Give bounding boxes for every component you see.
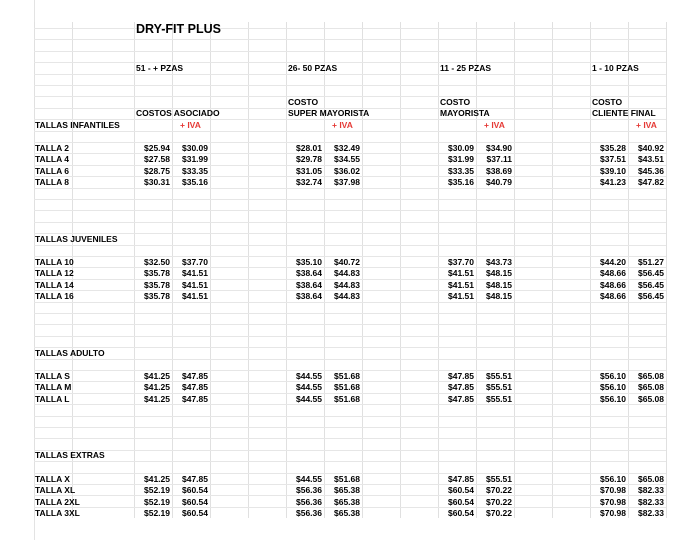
price-cell: $41.51 (448, 268, 474, 278)
price-cell: $44.83 (334, 291, 360, 301)
size-label: TALLA 2XL (35, 497, 80, 507)
price-cell: $56.10 (600, 474, 626, 484)
grid-row-line (34, 210, 666, 211)
price-cell: $82.33 (638, 508, 664, 518)
grid-column-line (666, 22, 667, 518)
size-label: TALLA 2 (35, 143, 69, 153)
grid-row-line (34, 359, 666, 360)
price-cell: $35.78 (144, 268, 170, 278)
grid-row-line (34, 96, 666, 97)
price-cell: $65.38 (334, 508, 360, 518)
grid-row-line (34, 313, 666, 314)
tier-cost-label: COSTO (592, 97, 623, 107)
grid-row-line (34, 427, 666, 428)
price-cell: $37.11 (486, 154, 512, 164)
grid-row-line (34, 336, 666, 337)
price-cell: $30.09 (448, 143, 474, 153)
price-cell: $38.69 (486, 166, 512, 176)
iva-label: + IVA (332, 120, 353, 130)
price-cell: $35.10 (296, 257, 322, 267)
price-cell: $37.70 (182, 257, 208, 267)
price-cell: $43.73 (486, 257, 512, 267)
price-cell: $70.98 (600, 508, 626, 518)
price-cell: $35.16 (448, 177, 474, 187)
grid-row-line (34, 28, 666, 29)
price-cell: $47.82 (638, 177, 664, 187)
price-cell: $29.78 (296, 154, 322, 164)
price-cell: $47.85 (182, 371, 208, 381)
price-cell: $51.68 (334, 474, 360, 484)
price-cell: $41.25 (144, 382, 170, 392)
price-cell: $41.23 (600, 177, 626, 187)
price-cell: $40.92 (638, 143, 664, 153)
price-cell: $52.19 (144, 485, 170, 495)
tier-quantity-label: 51 - + PZAS (136, 63, 184, 73)
price-cell: $47.85 (182, 382, 208, 392)
price-cell: $60.54 (182, 485, 208, 495)
price-cell: $36.02 (334, 166, 360, 176)
price-cell: $60.54 (182, 508, 208, 518)
price-cell: $47.85 (448, 382, 474, 392)
size-label: TALLA 10 (35, 257, 74, 267)
tier-cost-name: CLIENTE FINAL (592, 108, 656, 118)
price-cell: $34.90 (486, 143, 512, 153)
size-label: TALLA 16 (35, 291, 74, 301)
price-cell: $56.36 (296, 497, 322, 507)
size-label: TALLA L (35, 394, 70, 404)
price-cell: $55.51 (486, 474, 512, 484)
price-cell: $44.83 (334, 280, 360, 290)
price-cell: $60.54 (448, 497, 474, 507)
price-cell: $65.08 (638, 394, 664, 404)
price-cell: $41.25 (144, 474, 170, 484)
grid-row-line (34, 438, 666, 439)
size-label: TALLA 6 (35, 166, 69, 176)
price-cell: $44.55 (296, 382, 322, 392)
price-cell: $31.99 (182, 154, 208, 164)
sheet-title: DRY-FIT PLUS (136, 22, 221, 36)
price-cell: $38.64 (296, 280, 322, 290)
price-cell: $51.27 (638, 257, 664, 267)
grid-row-line (34, 416, 666, 417)
price-cell: $41.25 (144, 371, 170, 381)
price-cell: $47.85 (448, 474, 474, 484)
grid-row-line (34, 222, 666, 223)
grid-row-line (34, 461, 666, 462)
price-cell: $70.98 (600, 485, 626, 495)
price-cell: $55.51 (486, 371, 512, 381)
size-label: TALLA 8 (35, 177, 69, 187)
price-cell: $35.28 (600, 143, 626, 153)
price-cell: $43.51 (638, 154, 664, 164)
price-cell: $28.75 (144, 166, 170, 176)
price-cell: $70.22 (486, 497, 512, 507)
price-cell: $51.68 (334, 382, 360, 392)
price-cell: $65.38 (334, 485, 360, 495)
price-cell: $41.51 (182, 268, 208, 278)
price-cell: $44.55 (296, 474, 322, 484)
grid-row-line (34, 39, 666, 40)
tier-quantity-label: 1 - 10 PZAS (592, 63, 639, 73)
section-title: TALLAS EXTRAS (35, 450, 105, 460)
price-cell: $65.08 (638, 382, 664, 392)
size-label: TALLA M (35, 382, 72, 392)
size-label: TALLA XL (35, 485, 76, 495)
tier-cost-label: COSTO (288, 97, 319, 107)
grid-row-line (34, 188, 666, 189)
price-cell: $45.36 (638, 166, 664, 176)
price-cell: $39.10 (600, 166, 626, 176)
price-cell: $56.10 (600, 394, 626, 404)
size-label: TALLA S (35, 371, 70, 381)
price-cell: $37.70 (448, 257, 474, 267)
tier-cost-name: COSTOS ASOCIADO (136, 108, 220, 118)
price-cell: $38.64 (296, 291, 322, 301)
price-cell: $34.55 (334, 154, 360, 164)
grid-row-line (34, 51, 666, 52)
price-cell: $65.08 (638, 474, 664, 484)
size-label: TALLA X (35, 474, 70, 484)
price-cell: $56.10 (600, 371, 626, 381)
price-cell: $48.66 (600, 280, 626, 290)
price-cell: $41.51 (448, 280, 474, 290)
price-cell: $30.09 (182, 143, 208, 153)
iva-label: + IVA (180, 120, 201, 130)
size-label: TALLA 3XL (35, 508, 80, 518)
grid-row-line (34, 233, 666, 234)
price-cell: $48.15 (486, 268, 512, 278)
price-cell: $37.98 (334, 177, 360, 187)
price-cell: $55.51 (486, 394, 512, 404)
price-cell: $48.15 (486, 291, 512, 301)
price-cell: $70.98 (600, 497, 626, 507)
price-cell: $30.31 (144, 177, 170, 187)
price-cell: $44.55 (296, 371, 322, 381)
price-cell: $35.78 (144, 291, 170, 301)
tier-cost-name: SUPER MAYORISTA (288, 108, 370, 118)
grid-row-line (34, 199, 666, 200)
section-title: TALLAS INFANTILES (35, 120, 120, 130)
price-cell: $47.85 (182, 394, 208, 404)
price-cell: $44.55 (296, 394, 322, 404)
price-cell: $35.78 (144, 280, 170, 290)
price-cell: $27.58 (144, 154, 170, 164)
size-label: TALLA 14 (35, 280, 74, 290)
price-cell: $47.85 (182, 474, 208, 484)
tier-cost-name: MAYORISTA (440, 108, 490, 118)
price-cell: $41.51 (448, 291, 474, 301)
price-cell: $47.85 (448, 394, 474, 404)
price-cell: $25.94 (144, 143, 170, 153)
price-cell: $31.05 (296, 166, 322, 176)
price-cell: $41.51 (182, 291, 208, 301)
price-cell: $56.45 (638, 291, 664, 301)
price-cell: $52.19 (144, 497, 170, 507)
price-cell: $55.51 (486, 382, 512, 392)
price-cell: $51.68 (334, 371, 360, 381)
price-cell: $70.22 (486, 485, 512, 495)
section-title: TALLAS JUVENILES (35, 234, 118, 244)
tier-quantity-label: 11 - 25 PZAS (440, 63, 492, 73)
price-cell: $56.45 (638, 268, 664, 278)
grid-row-line (34, 347, 666, 348)
grid-row-line (34, 131, 666, 132)
price-cell: $44.20 (600, 257, 626, 267)
grid-row-line (34, 302, 666, 303)
grid-row-line (34, 324, 666, 325)
iva-label: + IVA (636, 120, 657, 130)
grid-row-line (34, 62, 666, 63)
price-cell: $32.49 (334, 143, 360, 153)
price-cell: $37.51 (600, 154, 626, 164)
price-cell: $56.36 (296, 485, 322, 495)
price-cell: $51.68 (334, 394, 360, 404)
price-cell: $41.25 (144, 394, 170, 404)
grid-row-line (34, 85, 666, 86)
price-cell: $82.33 (638, 497, 664, 507)
price-cell: $41.51 (182, 280, 208, 290)
price-cell: $33.35 (182, 166, 208, 176)
iva-label: + IVA (484, 120, 505, 130)
tier-quantity-label: 26- 50 PZAS (288, 63, 338, 73)
price-cell: $47.85 (448, 371, 474, 381)
price-cell: $48.66 (600, 291, 626, 301)
price-cell: $31.99 (448, 154, 474, 164)
price-cell: $40.72 (334, 257, 360, 267)
section-title: TALLAS ADULTO (35, 348, 105, 358)
price-cell: $60.54 (182, 497, 208, 507)
price-cell: $48.66 (600, 268, 626, 278)
price-cell: $48.15 (486, 280, 512, 290)
price-cell: $82.33 (638, 485, 664, 495)
price-cell: $44.83 (334, 268, 360, 278)
grid-row-line (34, 245, 666, 246)
size-label: TALLA 4 (35, 154, 69, 164)
grid-row-line (34, 74, 666, 75)
price-cell: $33.35 (448, 166, 474, 176)
price-cell: $56.10 (600, 382, 626, 392)
price-cell: $56.45 (638, 280, 664, 290)
price-cell: $65.08 (638, 371, 664, 381)
price-cell: $60.54 (448, 485, 474, 495)
price-cell: $28.01 (296, 143, 322, 153)
price-cell: $38.64 (296, 268, 322, 278)
price-cell: $56.36 (296, 508, 322, 518)
tier-cost-label: COSTO (440, 97, 471, 107)
price-cell: $35.16 (182, 177, 208, 187)
price-cell: $60.54 (448, 508, 474, 518)
size-label: TALLA 12 (35, 268, 74, 278)
price-cell: $32.50 (144, 257, 170, 267)
price-cell: $32.74 (296, 177, 322, 187)
price-cell: $65.38 (334, 497, 360, 507)
grid-row-line (34, 450, 666, 451)
price-cell: $52.19 (144, 508, 170, 518)
price-cell: $40.79 (486, 177, 512, 187)
price-cell: $70.22 (486, 508, 512, 518)
